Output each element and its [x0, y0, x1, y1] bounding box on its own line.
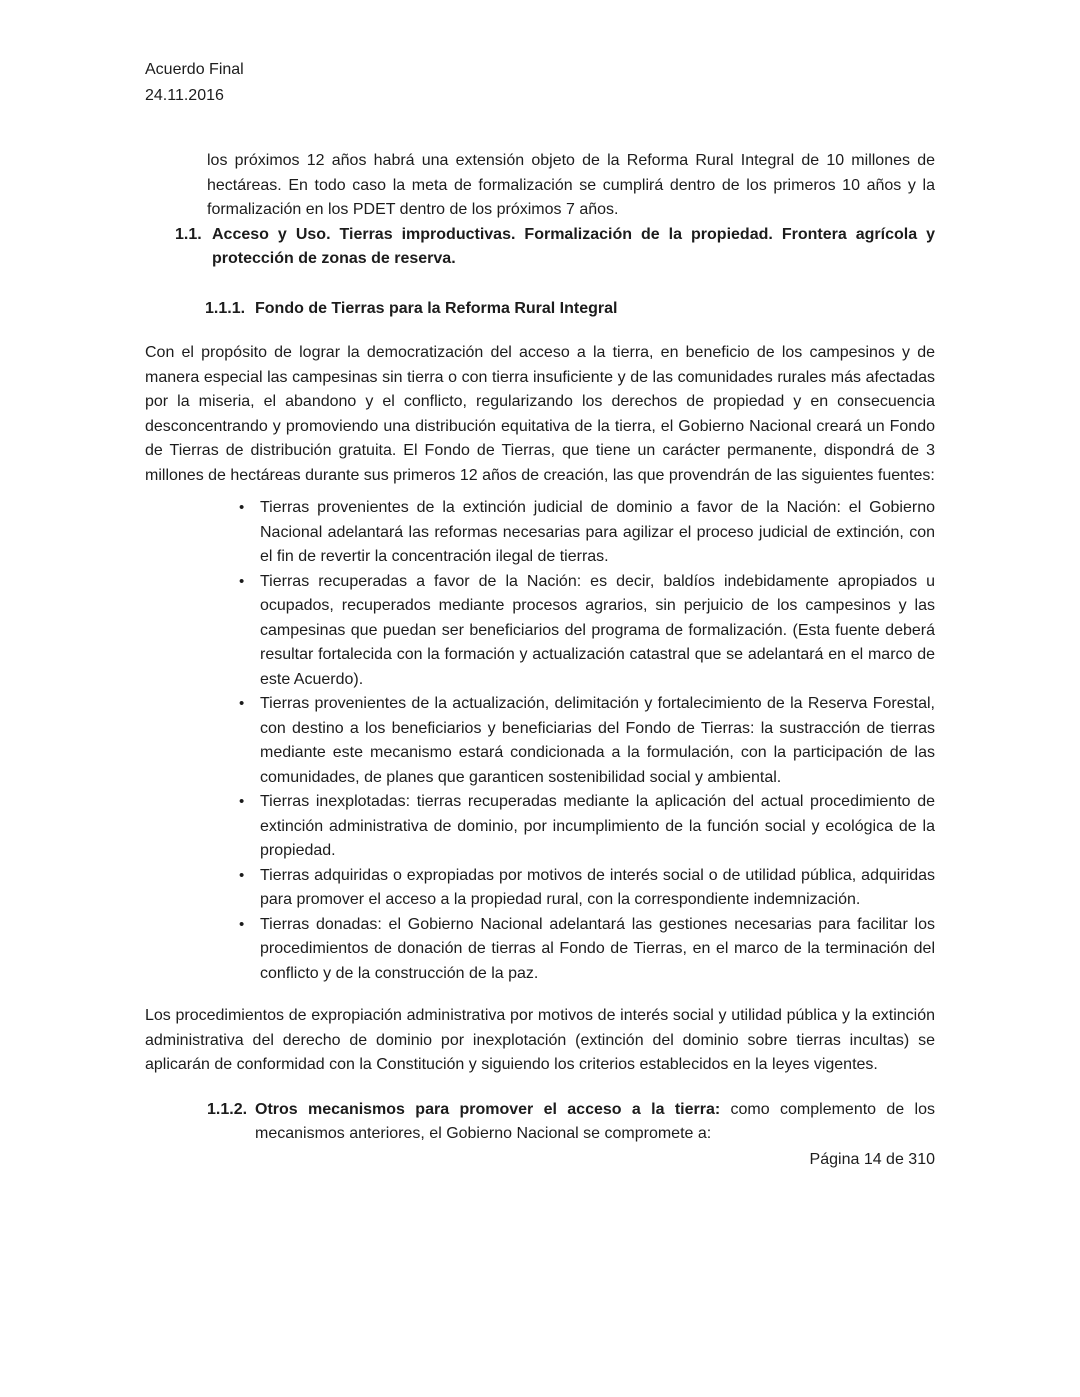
section-heading-1-1-2	[145, 1098, 935, 1147]
list-item	[239, 913, 935, 987]
section-number-1-1-2: 1.1.2.	[207, 1100, 248, 1118]
page-number: Página 14 de 310	[809, 1150, 935, 1168]
bullet-icon: •	[239, 915, 245, 933]
bullet-icon: •	[239, 499, 245, 516]
section-title-1-1: Acceso y Uso. Tierras improductivas. Formalización de la propiedad. Frontera agrícola y protección de zonas de reserva.	[212, 225, 935, 267]
list-item-text: Tierras provenientes de la extinción judicial de dominio a favor de la Nación: el Gobierno Nacional adelantará las reformas necesarias para agilizar el proceso judicial de extinción, con el fin de revertir la concentración ilegal de tierras.	[260, 499, 935, 565]
bullet-icon: •	[239, 793, 245, 810]
list-item-text: Tierras provenientes de la actualización, delimitación y fortalecimiento de la Reserva Forestal, con destino a los beneficiarios y beneficiarias del Fondo de Tierras: la sustracción de tierras mediante este mecanismo estará condicionada a la formulación, con la participación de las comunidades, de planes que garanticen sostenibilidad social y ambiental.	[260, 695, 935, 786]
list-item	[239, 496, 935, 570]
list-item-text: Tierras adquiridas o expropiadas por motivos de interés social o de utilidad pública, adquiridas para promover el acceso a la propiedad rural, con la correspondiente indemnización.	[260, 866, 935, 908]
document-header	[145, 57, 935, 109]
section-title-1-1-1: Fondo de Tierras para la Reforma Rural Integral	[255, 299, 618, 317]
section-heading-1-1	[145, 223, 935, 272]
list-item-text: Tierras recuperadas a favor de la Nación: es decir, baldíos indebidamente apropiados u ocupados, recuperados mediante procesos agrarios, sin perjuicio de los campesinos y las campesinas que puedan ser beneficiarios del programa de formalización. (Esta fuente deberá resultar fortalecida con la formación y actualización catastral que se adelantará en el marco de este Acuerdo).	[260, 572, 935, 688]
fondo-tierras-paragraph: Con el propósito de lograr la democratización del acceso a la tierra, en beneficio de los campesinos y de manera especial las campesinas sin tierra o con tierra insuficiente y de las comunidades rurales más afectadas por la miseria, el abandono y el conflicto, regularizando los derechos de propiedad y en consecuencia desconcentrando y promoviendo una distribución equitativa de la tierra, el Gobierno Nacional creará un Fondo de Tierras de distribución gratuita. El Fondo de Tierras, que tiene un carácter permanente, dispondrá de 3 millones de hectáreas durante sus primeros 12 años de creación, las que provendrán de las siguientes fuentes:	[145, 344, 935, 484]
tierras-sources-list	[145, 496, 935, 986]
section-title-1-1-2: Otros mecanismos para promover el acceso a la tierra:	[255, 1100, 721, 1118]
intro-paragraph: los próximos 12 años habrá una extensión objeto de la Reforma Rural Integral de 10 millones de hectáreas. En todo caso la meta de formalización se cumplirá dentro de los primeros 10 años y la formalización en los PDET dentro de los próximos 7 años.	[207, 152, 935, 218]
section-number-1-1-1: 1.1.1.	[205, 299, 246, 317]
list-item	[239, 864, 935, 913]
section-number-1-1: 1.1.	[175, 225, 202, 243]
list-item-text: Tierras donadas: el Gobierno Nacional adelantará las gestiones necesarias para facilitar los procedimientos de donación de tierras al Fondo de Tierras, en el marco de la terminación del conflicto y de la construcción de la paz.	[260, 915, 935, 982]
section-heading-1-1-1	[145, 297, 935, 322]
list-item-text: Tierras inexplotadas: tierras recuperadas mediante la aplicación del actual procedimiento de extinción administrativa de dominio, por incumplimiento de la función social y ecológica de la propiedad.	[260, 793, 935, 859]
bullet-icon: •	[239, 866, 245, 884]
bullet-icon: •	[239, 695, 245, 712]
section-heading-1-1-2-continuation: como complemento de los mecanismos anteriores, el Gobierno Nacional se compromete a:	[255, 1100, 935, 1142]
list-item	[239, 692, 935, 790]
closing-paragraph: Los procedimientos de expropiación administrativa por motivos de interés social y utilidad pública y la extinción administrativa del derecho de dominio por inexplotación (extinción del dominio sobre tierras incultas) se aplicarán de conformidad con la Constitución y siguiendo los criterios establecidos en la leyes vigentes.	[145, 1007, 935, 1073]
document-date: 24.11.2016	[145, 87, 224, 104]
list-item	[239, 790, 935, 864]
list-item	[239, 570, 935, 693]
bullet-icon: •	[239, 572, 245, 590]
document-title: Acuerdo Final	[145, 61, 244, 78]
